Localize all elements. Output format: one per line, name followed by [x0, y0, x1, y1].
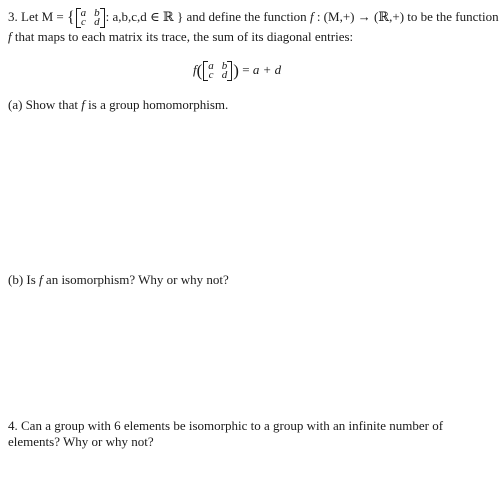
function-symbol: f: [309, 9, 314, 24]
matrix-entry-c: c: [80, 16, 86, 29]
matrix-entry-a: a: [208, 60, 214, 73]
trace-description: that maps to each matrix its trace, the sum of its diagonal entries:: [11, 29, 354, 44]
set-condition: : a,b,c,d ∈ ℝ } and define the function: [105, 9, 310, 24]
problem-3-line-1: [8, 9, 499, 27]
problem-4-line-2: elements? Why or why not?: [8, 434, 154, 449]
matrix-entry-d: d: [94, 16, 100, 29]
part-a-prefix: (a) Show that: [8, 97, 82, 112]
formula-rhs: a + d: [252, 62, 282, 77]
function-symbol: f: [39, 272, 43, 287]
problem-3a: [8, 97, 228, 113]
trace-formula: [193, 62, 281, 80]
formula-paren-close: ): [233, 61, 239, 81]
part-b-prefix: (b) Is: [8, 272, 40, 287]
matrix-entry-b: b: [221, 60, 228, 73]
matrix-entry-b: b: [94, 7, 100, 20]
matrix-entry-a: a: [80, 7, 87, 20]
matrix-entry-c: c: [208, 69, 214, 82]
formula-matrix: [203, 62, 232, 80]
part-a-suffix: is a group homomorphism.: [84, 97, 229, 112]
formula-paren-open: (: [196, 61, 203, 81]
function-symbol: f: [8, 29, 12, 44]
problem-3-line-2: [8, 29, 353, 45]
matrix-abcd: [76, 9, 105, 27]
problem-4-line-1: 4. Can a group with 6 elements be isomorphic to a group with an infinite number of: [8, 418, 444, 433]
function-mapping: : (M,+) → (ℝ,+) to be the function: [313, 9, 499, 24]
formula-equals: =: [238, 62, 253, 77]
part-b-suffix: an isomorphism? Why or why not?: [42, 272, 229, 287]
problem-3-prefix: 3. Let M =: [8, 9, 67, 24]
set-brace: {: [66, 9, 75, 27]
formula-f: f: [193, 62, 197, 77]
matrix-entry-d: d: [221, 69, 228, 82]
problem-3b: [8, 272, 229, 288]
function-symbol: f: [81, 97, 85, 112]
